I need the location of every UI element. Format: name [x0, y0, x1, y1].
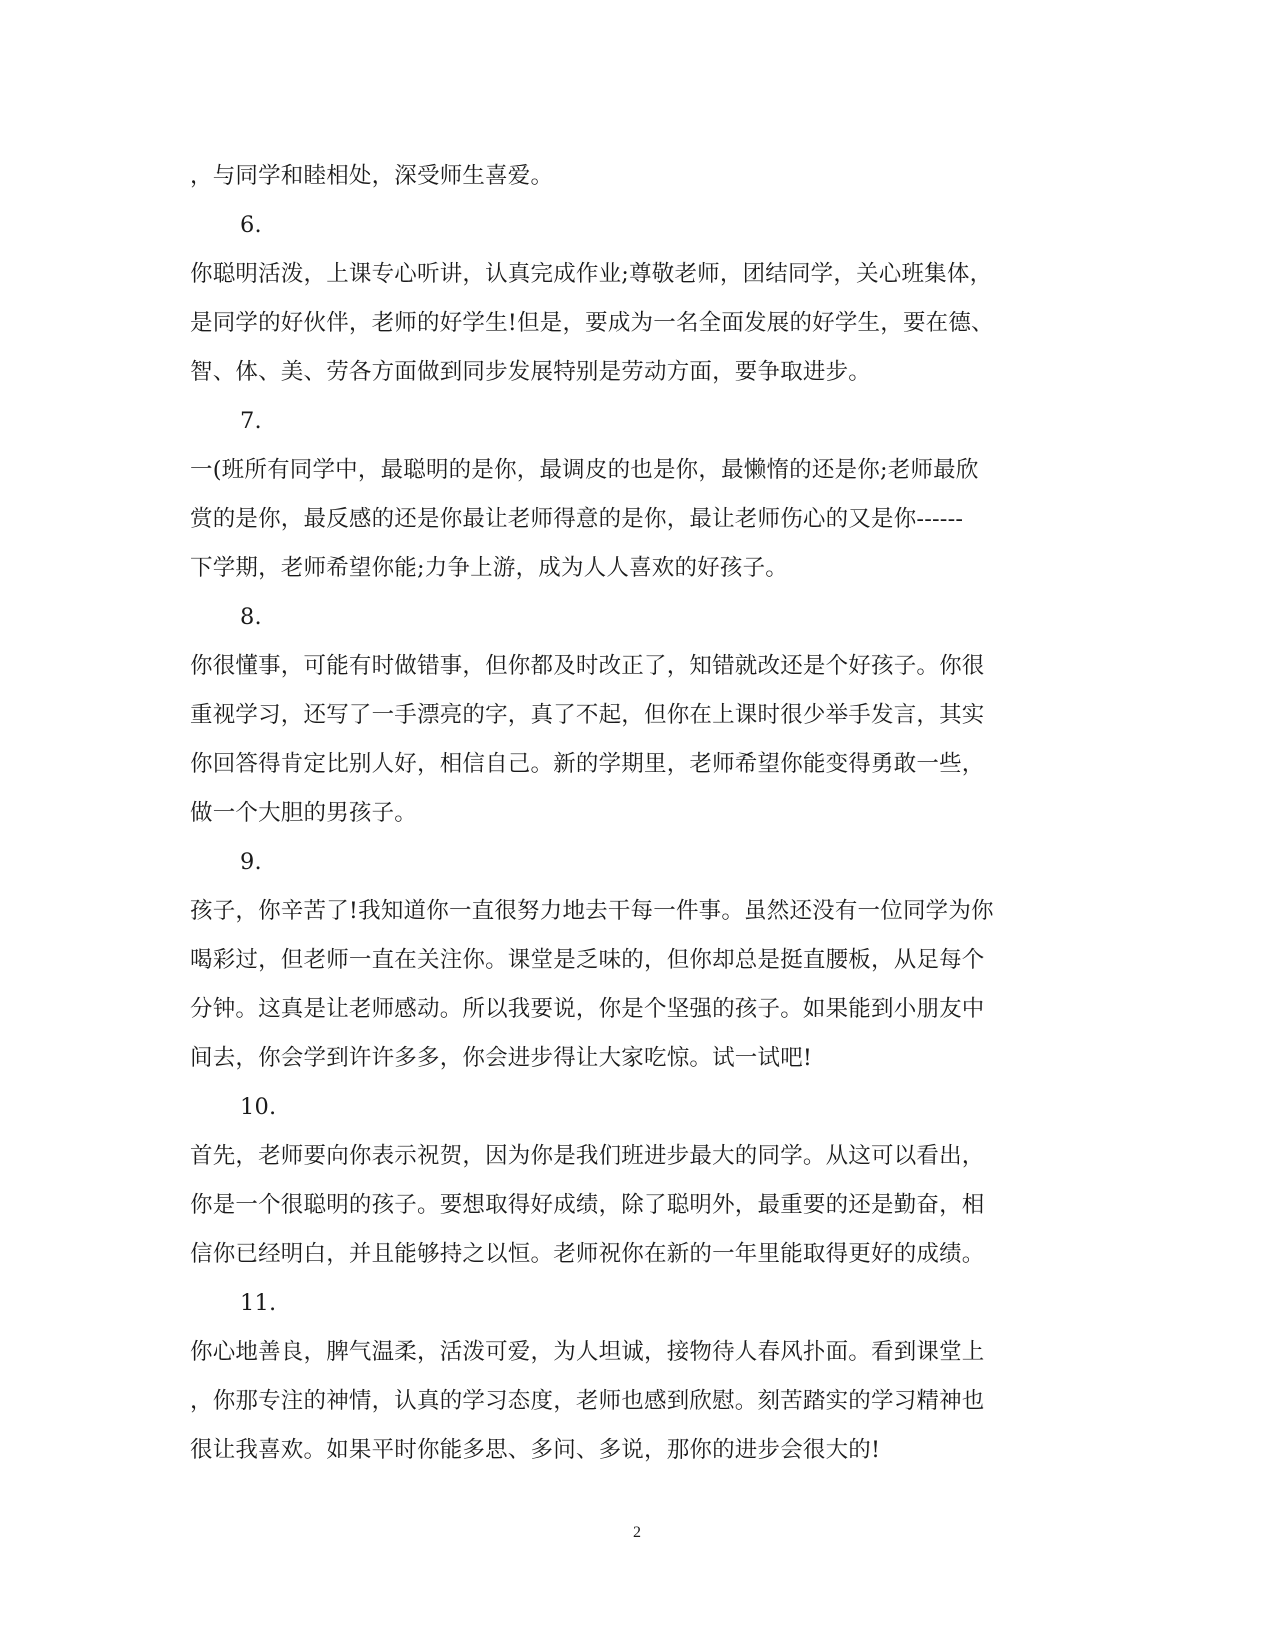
text-line: 你很懂事，可能有时做错事，但你都及时改正了，知错就改还是个好孩子。你很 [190, 653, 985, 679]
text-line: 你是一个很聪明的孩子。要想取得好成绩，除了聪明外，最重要的还是勤奋，相 [190, 1192, 985, 1218]
item-number: 6. [240, 212, 262, 238]
text-line: 间去，你会学到许许多多，你会进步得让大家吃惊。试一试吧! [190, 1045, 813, 1071]
text-line: 孩子，你辛苦了!我知道你一直很努力地去干每一件事。虽然还没有一位同学为你 [190, 898, 994, 924]
text-line: 很让我喜欢。如果平时你能多思、多问、多说，那你的进步会很大的! [190, 1437, 881, 1463]
text-line: 你回答得肯定比别人好，相信自己。新的学期里，老师希望你能变得勇敢一些， [190, 751, 985, 777]
item-number: 8. [240, 604, 262, 630]
text-line: 下学期，老师希望你能;力争上游，成为人人喜欢的好孩子。 [190, 555, 788, 581]
text-line: 智、体、美、劳各方面做到同步发展特别是劳动方面，要争取进步。 [190, 359, 872, 385]
text-line: 你心地善良，脾气温柔，活泼可爱，为人坦诚，接物待人春风扑面。看到课堂上 [190, 1339, 985, 1365]
text-line: 你聪明活泼，上课专心听讲，认真完成作业;尊敬老师，团结同学，关心班集体， [190, 261, 993, 287]
item-number: 10. [240, 1094, 277, 1120]
item-number: 11. [240, 1290, 277, 1316]
text-line: 是同学的好伙伴，老师的好学生!但是，要成为一名全面发展的好学生，要在德、 [190, 310, 994, 336]
text-line: 做一个大胆的男孩子。 [190, 800, 418, 826]
text-line: ，你那专注的神情，认真的学习态度，老师也感到欣慰。刻苦踏实的学习精神也 [190, 1388, 985, 1414]
text-line: 信你已经明白，并且能够持之以恒。老师祝你在新的一年里能取得更好的成绩。 [190, 1241, 985, 1267]
text-line: 一(班所有同学中，最聪明的是你，最调皮的也是你，最懒惰的还是你;老师最欣 [190, 457, 979, 483]
item-number: 7. [240, 408, 262, 434]
text-line: 重视学习，还写了一手漂亮的字，真了不起，但你在上课时很少举手发言，其实 [190, 702, 985, 728]
document-body [190, 152, 1090, 1475]
text-line: 首先，老师要向你表示祝贺，因为你是我们班进步最大的同学。从这可以看出， [190, 1143, 985, 1169]
page-number: 2 [633, 1524, 641, 1541]
text-line: 赏的是你，最反感的还是你最让老师得意的是你，最让老师伤心的又是你------ [190, 506, 964, 532]
text-line: 分钟。这真是让老师感动。所以我要说，你是个坚强的孩子。如果能到小朋友中 [190, 996, 985, 1022]
text-line: ，与同学和睦相处，深受师生喜爱。 [190, 163, 554, 189]
text-line: 喝彩过，但老师一直在关注你。课堂是乏味的，但你却总是挺直腰板，从足每个 [190, 947, 985, 973]
item-number: 9. [240, 849, 262, 875]
